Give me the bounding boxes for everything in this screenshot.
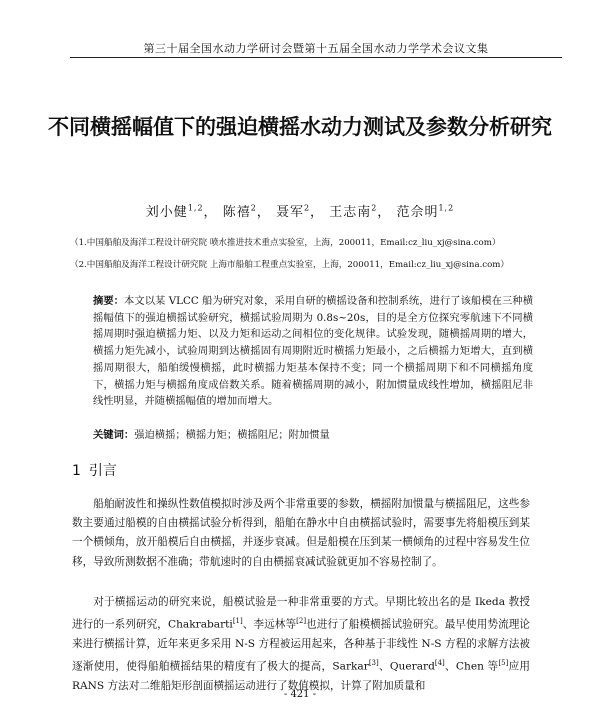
author-name: 王志南 <box>329 205 372 220</box>
author-name: 陈禧 <box>222 205 251 220</box>
citation-ref: [4] <box>434 659 445 668</box>
author-affil-mark: 2 <box>250 203 257 213</box>
author-name: 范佘明 <box>396 205 439 220</box>
para2-text-c: 也进行了船模横摇试验研究。最早使用势流理论来进行横摇计算，近年来更多采用 N-S 方程被运用起来，各种基于非线性 N-S 方程的求解方法被逐渐使用，使得船舶横摇结果的精度有了极大的提高，Sarkar <box>72 618 530 673</box>
running-header: 第三十届全国水动力学研讨会暨第十五届全国水动力学学术会议文集 <box>143 42 489 55</box>
author-affil-mark: 1,2 <box>438 203 455 213</box>
paper-title: 不同横摇幅值下的强迫横摇水动力测试及参数分析研究 <box>48 115 552 139</box>
para2-text-d: 、Querard <box>378 660 435 673</box>
author-list: 刘小健$^{1,2}$， 陈禧$^2$， 聂军$^2$， 王志南$^2$， 范佘明$^{1,2}$ <box>145 203 455 220</box>
citation-ref: [1] <box>232 617 243 626</box>
author-name: 刘小健 <box>145 205 188 220</box>
keywords <box>93 426 533 441</box>
author-affil-mark: 2 <box>303 203 311 213</box>
para2-text-f: 应用 RANS 方法对二维船矩形剖面横摇运动进行了数值模拟，计算了附加质量和 <box>72 660 531 692</box>
citation-ref: [2] <box>296 617 307 626</box>
para2-text-b: 、李远林等 <box>242 618 297 631</box>
section-title-text: 引言 <box>88 463 117 479</box>
abstract <box>93 293 533 410</box>
citation-ref: [5] <box>498 659 509 668</box>
affiliation-2: （2.中国船舶及海洋工程设计研究院 上海市船舶工程重点实验室，上海，200011，Email:cz_liu_xj@sina.com） <box>70 260 510 270</box>
header-rule <box>70 57 562 58</box>
keywords-text: 强迫横摇；横摇力矩；横摇阻尼；附加惯量 <box>134 429 330 441</box>
section-number: 1 <box>72 463 81 479</box>
para2-text-a: 对于横摇运动的研究来说，船模试验是一种非常重要的方式。早期比较出名的是 Ikeda 教授进行的一系列研究，Chakrabarti <box>72 596 530 631</box>
body-paragraph-1: 船舶耐波性和操纵性数值模拟时涉及两个非常重要的参数，横摇附加惯量与横摇阻尼，这些参数主要通过船模的自由横摇试验分析得到，船舶在静水中自由横摇试验时，需要事先将船模压到某一个横倾角，放开船模后自由横摇，并逐步衰减。但是船模在压到某一横倾角的过程中容易发生位移，导致所测数据不准确；带航速时的自由横摇衰减试验就更加不容易控制了。 <box>72 498 530 568</box>
affiliation-1: （1.中国船舶及海洋工程设计研究院 喷水推进技术重点实验室，上海，200011，Email:cz_liu_xj@sina.com） <box>70 238 501 248</box>
citation-ref: [3] <box>368 659 379 668</box>
para2-text-e: 、Chen 等 <box>444 660 499 673</box>
abstract-text: 本文以某 VLCC 船为研究对象，采用自研的横摇设备和控制系统，进行了该船模在三种横摇幅值下的强迫横摇试验研究，横摇试验周期为 0.8s~20s，目的是全方位探究零航速下不同横摇周期时强迫横摇力矩、以及力矩和运动之间相位的变化规律。试验发现，随横摇周期的增大，横摇力矩先减小，试验周期到达横摇固有周期附近时横摇力矩最小，之后横摇力矩增大，直到横摇周期很大，船舶缓慢横摇，此时横摇力矩基本保持不变；同一个横摇周期下和不同横摇角度下，横摇力矩与横摇角度成倍数关系。随着横摇周期的减小，附加惯量成线性增加，横摇阻尼非线性明显，并随横摇幅值的增加而增大。 <box>93 295 533 408</box>
author-affil-mark: 2 <box>371 203 378 213</box>
section-heading <box>72 460 117 480</box>
author-name: 聂军 <box>275 205 304 220</box>
body-paragraph-2 <box>72 593 530 696</box>
page-number: - 421 - <box>283 689 317 700</box>
abstract-label: 摘要： <box>93 295 125 307</box>
author-affil-mark: 1,2 <box>187 203 204 213</box>
keywords-label: 关键词： <box>93 429 135 441</box>
